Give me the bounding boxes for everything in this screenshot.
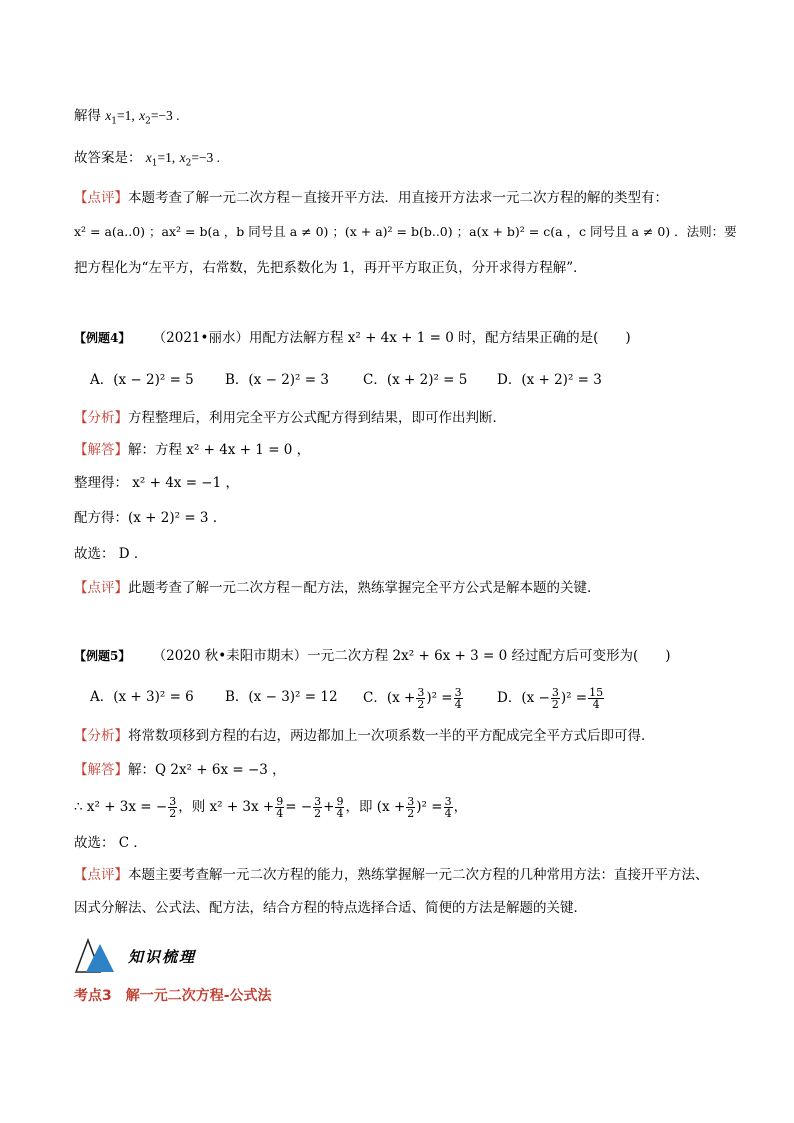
topic-heading: 考点3 解一元二次方程-公式法 [74, 988, 272, 1004]
example-4-option-d: D．(x + 2)² = 3 [497, 372, 602, 388]
example-4-option-c: C．(x + 2)² = 5 [363, 372, 468, 388]
solution-line-2: 故答案是： $x_1=1$, $x_2=-3$ . [74, 150, 221, 169]
example-4-option-b: B．(x − 2)² = 3 [225, 372, 329, 388]
example-4-analysis: 【分析】方程整理后，利用完全平方公式配方得到结果，即可作出判断． [74, 410, 506, 426]
triangles-logo-icon [74, 938, 122, 974]
example-5-step-1: ∴ x² + 3x = − $\frac{3}{2}$ ，则 x² + 3x + $\frac{9}{4}$ = − $\frac{3}{2}$ + $\frac{9}{4}$ ，即 (x + $\frac{3}{2}$ )² = $\frac{3}{4}$ ， [74, 795, 468, 820]
example-4-stem: 【例题4】 （2021•丽水）用配方法解方程 x² + 4x + 1 = 0 时，配方结果正确的是( ) [74, 330, 631, 346]
example-5-option-a: A．(x + 3)² = 6 [90, 689, 194, 705]
solution-line-1: 解得 $x_1=1$, $x_2=-3$ . [74, 108, 180, 127]
comment-line-3: 把方程化为“左平方，右常数，先把系数化为 1，再开平方取正负，分开求得方程解”． [74, 260, 587, 276]
example-5-answer: 【解答】解：Q 2x² + 6x = −3 ， [74, 762, 286, 778]
example-4-answer: 【解答】解：方程 x² + 4x + 1 = 0 ， [74, 442, 311, 458]
example-4-step-2: 配方得：(x + 2)² = 3 ． [74, 510, 227, 526]
example-4-step-1: 整理得： x² + 4x = −1 ， [74, 475, 239, 491]
section-title: 知识梳理 [128, 948, 197, 966]
comment-line-1: 【点评】本题考查了解一元二次方程－直接开平方法．用直接开方法求一元二次方程的解的类型有： [74, 190, 668, 206]
example-5-option-b: B．(x − 3)² = 12 [225, 689, 338, 705]
example-4-comment: 【点评】此题考查了解一元二次方程－配方法，熟练掌握完全平方公式是解本题的关键． [74, 580, 601, 596]
example-5-stem: 【例题5】 （2020 秋•耒阳市期末）一元二次方程 2x² + 6x + 3 = 0 经过配方后可变形为( ) [74, 648, 671, 664]
example-5-option-c: C．(x + $\frac{3}{2}$ )² = $\frac{3}{4}$ [363, 686, 462, 711]
example-4-step-3: 故选： D ． [74, 546, 148, 562]
example-5-option-d: D．(x − $\frac{3}{2}$ )² = $\frac{15}{4}$ [497, 686, 604, 711]
example-5-analysis: 【分析】将常数项移到方程的右边，两边都加上一次项系数一半的平方配成完全平方式后即可得． [74, 728, 655, 744]
example-4-option-a: A．(x − 2)² = 5 [90, 372, 194, 388]
example-5-comment-2: 因式分解法、公式法、配方法，结合方程的特点选择合适、简便的方法是解题的关键． [74, 900, 587, 916]
example-5-comment-1: 【点评】本题主要考查解一元二次方程的能力，熟练掌握解一元二次方程的几种常用方法：直接开平方法、 [74, 867, 709, 883]
example-5-step-2: 故选： C ． [74, 835, 147, 851]
comment-line-2: x² = a(a..0) ；ax² = b(a ，b 同号且 a ≠ 0) ；(x + a)² = b(b..0) ；a(x + b)² = c(a ，c 同号且 a ≠ 0) ．法则：要 [74, 224, 737, 239]
